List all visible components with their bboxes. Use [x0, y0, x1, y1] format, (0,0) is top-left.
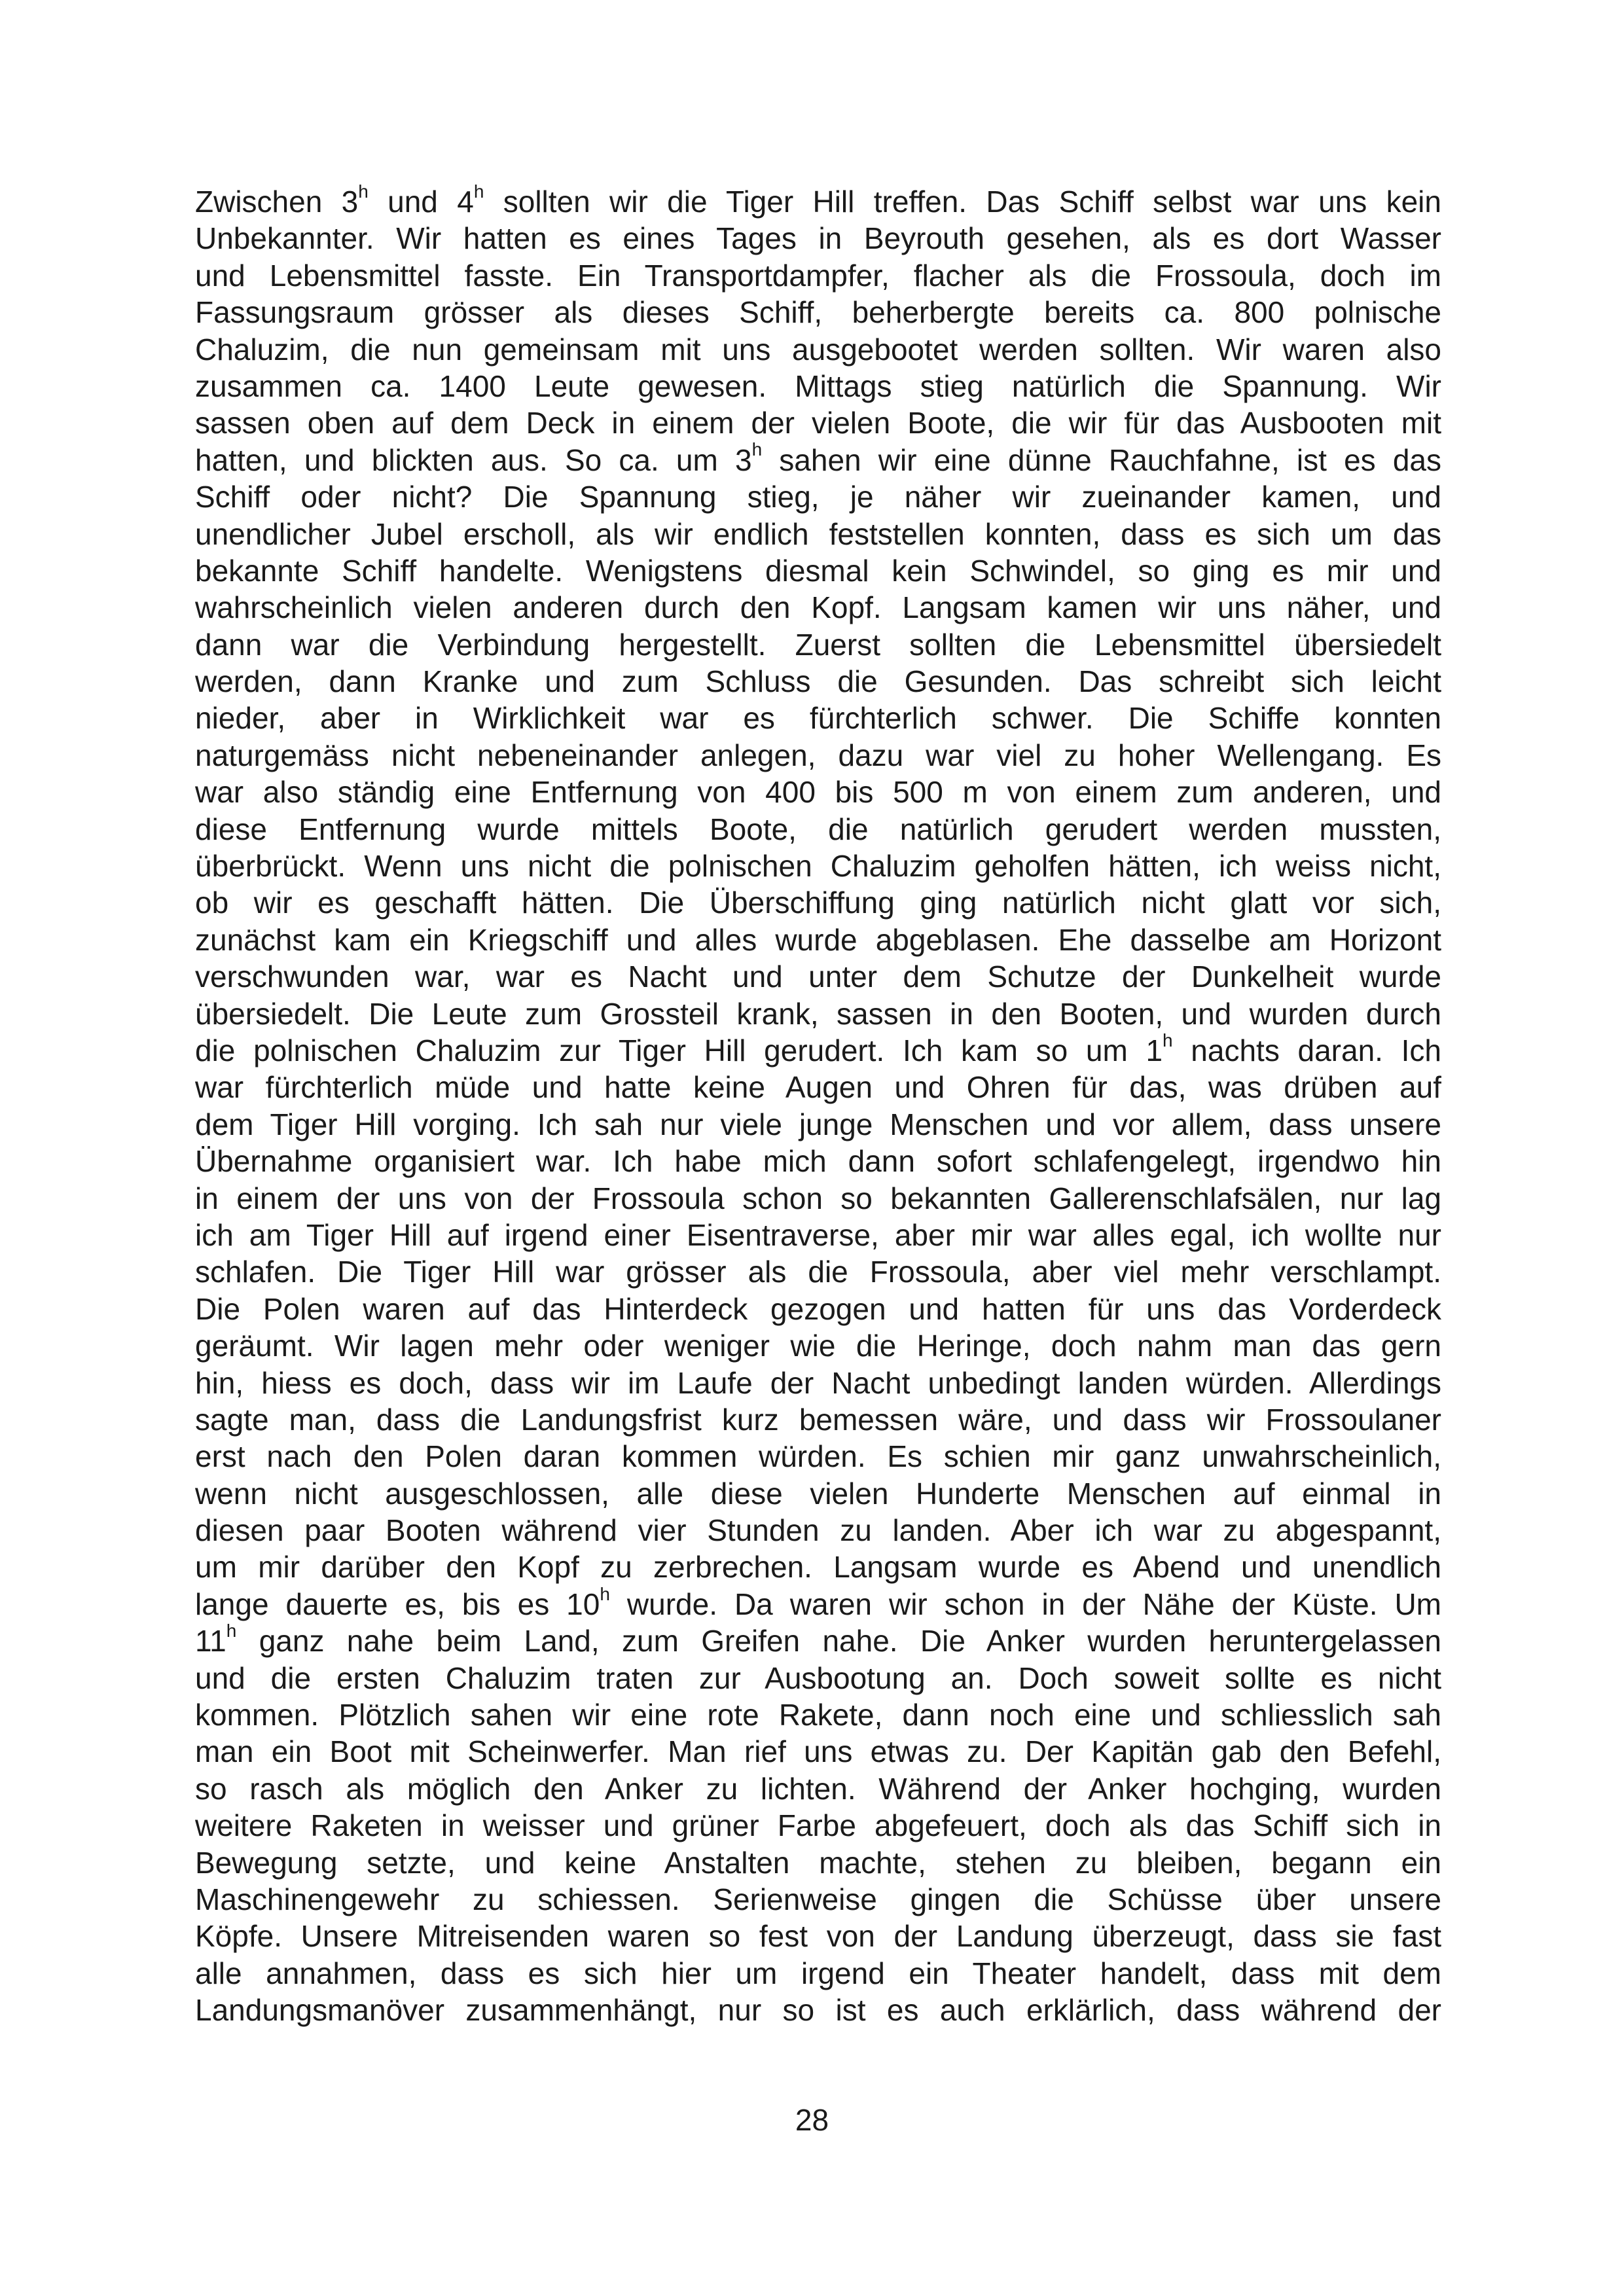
text-line [195, 1881, 1441, 1918]
text-line [195, 663, 1441, 700]
text-run: sollten wir die Tiger Hill treffen. Das Schiff selbst war uns kein [484, 185, 1441, 219]
text-line [195, 1253, 1441, 1290]
text-run: ich am Tiger Hill auf irgend einer Eisentraverse, aber mir war alles egal, ich wollte nur [195, 1217, 1441, 1252]
text-run: dann war die Verbindung hergestellt. Zuerst sollten die Lebensmittel übersiedelt [195, 627, 1441, 662]
text-run: 11 [195, 1624, 226, 1659]
text-run: die polnischen Chaluzim zur Tiger Hill gerudert. Ich kam so um 1 [195, 1033, 1163, 1067]
text-line [195, 1365, 1441, 1401]
text-line [195, 700, 1441, 736]
text-line [195, 478, 1441, 515]
text-run: Köpfe. Unsere Mitreisenden waren so fest von der Landung überzeugt, dass sie fast [195, 1919, 1441, 1954]
text-line [195, 183, 1441, 220]
text-run: hin, hiess es doch, dass wir im Laufe der Nacht unbedingt landen würden. Allerdings [195, 1365, 1441, 1400]
text-line [195, 1143, 1441, 1179]
text-line [195, 1992, 1441, 2028]
text-line [195, 1918, 1441, 1954]
text-run: erst nach den Polen daran kommen würden. Es schien mir ganz unwahrscheinlich, [195, 1439, 1441, 1474]
text-run: Maschinengewehr zu schiessen. Serienweise gingen die Schüsse über unsere [195, 1882, 1441, 1916]
text-line [195, 626, 1441, 663]
text-line [195, 516, 1441, 552]
text-run: zunächst kam ein Kriegschiff und alles wurde abgeblasen. Ehe dasselbe am Horizont [195, 922, 1441, 957]
text-line [195, 774, 1441, 810]
text-line [195, 1475, 1441, 1512]
text-line [195, 1327, 1441, 1364]
text-line [195, 1217, 1441, 1253]
text-line [195, 1438, 1441, 1475]
text-line [195, 737, 1441, 774]
text-line [195, 1660, 1441, 1696]
text-line [195, 958, 1441, 995]
text-run: war also ständig eine Entfernung von 400 bis 500 m von einem zum anderen, und [195, 775, 1441, 810]
text-run: werden, dann Kranke und zum Schluss die Gesunden. Das schreibt sich leicht [195, 664, 1441, 699]
text-run: hatten, und blickten aus. So ca. um 3 [195, 442, 752, 477]
text-run: Bewegung setzte, und keine Anstalten machte, stehen zu bleiben, begann ein [195, 1845, 1441, 1880]
superscript: h [1163, 1031, 1173, 1050]
text-line [195, 1844, 1441, 1881]
text-line [195, 1106, 1441, 1143]
text-run: und Lebensmittel fasste. Ein Transportdampfer, flacher als die Frossoula, doch im [195, 258, 1441, 293]
text-run: nieder, aber in Wirklichkeit war es fürchterlich schwer. Die Schiffe konnten [195, 701, 1441, 736]
text-line [195, 922, 1441, 958]
text-line [195, 1291, 1441, 1327]
text-line [195, 257, 1441, 294]
text-run: nachts daran. Ich [1172, 1033, 1441, 1067]
text-run: Chaluzim, die nun gemeinsam mit uns ausgebootet werden sollten. Wir waren also [195, 332, 1441, 367]
text-run: diese Entfernung wurde mittels Boote, die natürlich gerudert werden mussten, [195, 812, 1441, 846]
text-run: Fassungsraum grösser als dieses Schiff, beherbergte bereits ca. 800 polnische [195, 295, 1441, 330]
text-run: dem Tiger Hill vorging. Ich sah nur viele junge Menschen und vor allem, dass unsere [195, 1107, 1441, 1141]
text-run: sassen oben auf dem Deck in einem der vielen Boote, die wir für das Ausbooten mit [195, 406, 1441, 440]
text-line [195, 220, 1441, 257]
text-line [195, 1180, 1441, 1217]
text-run: Übernahme organisiert war. Ich habe mich dann sofort schlafengelegt, irgendwo hin [195, 1144, 1441, 1179]
text-run: schlafen. Die Tiger Hill war grösser als die Frossoula, aber viel mehr verschlampt. [195, 1255, 1441, 1289]
text-run: diesen paar Booten während vier Stunden zu landen. Aber ich war zu abgespannt, [195, 1513, 1441, 1548]
text-run: ob wir es geschafft hätten. Die Überschiffung ging natürlich nicht glatt vor sich, [195, 886, 1441, 920]
text-run: man ein Boot mit Scheinwerfer. Man rief uns etwas zu. Der Kapitän gab den Befehl, [195, 1734, 1441, 1769]
superscript: h [226, 1623, 237, 1641]
text-line [195, 368, 1441, 404]
text-line [195, 552, 1441, 589]
text-run: weitere Raketen in weisser und grüner Farbe abgefeuert, doch als das Schiff sich in [195, 1808, 1441, 1843]
text-run: verschwunden war, war es Nacht und unter dem Schutze der Dunkelheit wurde [195, 960, 1441, 994]
text-line [195, 294, 1441, 331]
text-line [195, 884, 1441, 921]
superscript: h [358, 183, 369, 202]
text-line [195, 589, 1441, 626]
text-line [195, 1955, 1441, 1992]
text-run: in einem der uns von der Frossoula schon so bekannten Gallerenschlafsälen, nur lag [195, 1181, 1441, 1215]
text-line [195, 331, 1441, 368]
text-run: so rasch als möglich den Anker zu lichten. Während der Anker hochging, wurden [195, 1771, 1441, 1806]
text-line [195, 1549, 1441, 1585]
superscript: h [600, 1585, 610, 1604]
text-line [195, 1032, 1441, 1069]
text-run: übersiedelt. Die Leute zum Grossteil krank, sassen in den Booten, und wurden durch [195, 996, 1441, 1031]
text-run: naturgemäss nicht nebeneinander anlegen, dazu war viel zu hoher Wellengang. Es [195, 738, 1441, 772]
text-line [195, 1733, 1441, 1770]
text-run: lange dauerte es, bis es 10 [195, 1587, 600, 1621]
text-run: zusammen ca. 1400 Leute gewesen. Mittags stieg natürlich die Spannung. Wir [195, 368, 1441, 403]
text-line [195, 1586, 1441, 1623]
text-line [195, 1069, 1441, 1105]
text-run: sagte man, dass die Landungsfrist kurz bemessen wäre, und dass wir Frossoulaner [195, 1402, 1441, 1437]
text-run: überbrückt. Wenn uns nicht die polnischen Chaluzim geholfen hätten, ich weiss nicht, [195, 849, 1441, 884]
text-run: sahen wir eine dünne Rauchfahne, ist es das [762, 442, 1441, 477]
text-line [195, 404, 1441, 441]
text-run: um mir darüber den Kopf zu zerbrechen. Langsam wurde es Abend und unendlich [195, 1550, 1441, 1585]
text-line [195, 442, 1441, 478]
text-line [195, 1696, 1441, 1733]
text-line [195, 848, 1441, 884]
text-run: und 4 [368, 185, 474, 219]
text-run: Die Polen waren auf das Hinterdeck gezogen und hatten für uns das Vorderdeck [195, 1291, 1441, 1326]
page-number: 28 [795, 2103, 829, 2137]
text-line [195, 1770, 1441, 1807]
text-run: wahrscheinlich vielen anderen durch den Kopf. Langsam kamen wir uns näher, und [195, 590, 1441, 625]
superscript: h [473, 183, 484, 202]
text-run: Schiff oder nicht? Die Spannung stieg, je näher wir zueinander kamen, und [195, 480, 1441, 514]
text-run: ganz nahe beim Land, zum Greifen nahe. Die Anker wurden heruntergelassen [236, 1624, 1441, 1659]
text-line [195, 1401, 1441, 1438]
text-line [195, 811, 1441, 848]
text-run: alle annahmen, dass es sich hier um irgend ein Theater handelt, dass mit dem [195, 1956, 1441, 1990]
text-line [195, 1807, 1441, 1844]
text-run: wurde. Da waren wir schon in der Nähe der Küste. Um [609, 1587, 1441, 1621]
text-run: geräumt. Wir lagen mehr oder weniger wie die Heringe, doch nahm man das gern [195, 1329, 1441, 1363]
text-run: unendlicher Jubel erscholl, als wir endlich feststellen konnten, dass es sich um das [195, 516, 1441, 551]
text-run: kommen. Plötzlich sahen wir eine rote Rakete, dann noch eine und schliesslich sah [195, 1698, 1441, 1732]
text-line [195, 1623, 1441, 1659]
text-line [195, 1512, 1441, 1549]
text-run: bekannte Schiff handelte. Wenigstens diesmal kein Schwindel, so ging es mir und [195, 553, 1441, 588]
superscript: h [751, 441, 763, 460]
text-run: und die ersten Chaluzim traten zur Ausbootung an. Doch soweit sollte es nicht [195, 1660, 1441, 1695]
text-run: war fürchterlich müde und hatte keine Augen und Ohren für das, was drüben auf [195, 1070, 1441, 1105]
text-run: Landungsmanöver zusammenhängt, nur so ist es auch erklärlich, dass während der [195, 1993, 1441, 2028]
text-run: wenn nicht ausgeschlossen, alle diese vielen Hunderte Menschen auf einmal in [195, 1476, 1441, 1511]
text-line [195, 996, 1441, 1032]
text-run: Unbekannter. Wir hatten es eines Tages in Beyrouth gesehen, als es dort Wasser [195, 221, 1441, 256]
body-text [195, 183, 1441, 2029]
text-run: Zwischen 3 [195, 185, 359, 219]
